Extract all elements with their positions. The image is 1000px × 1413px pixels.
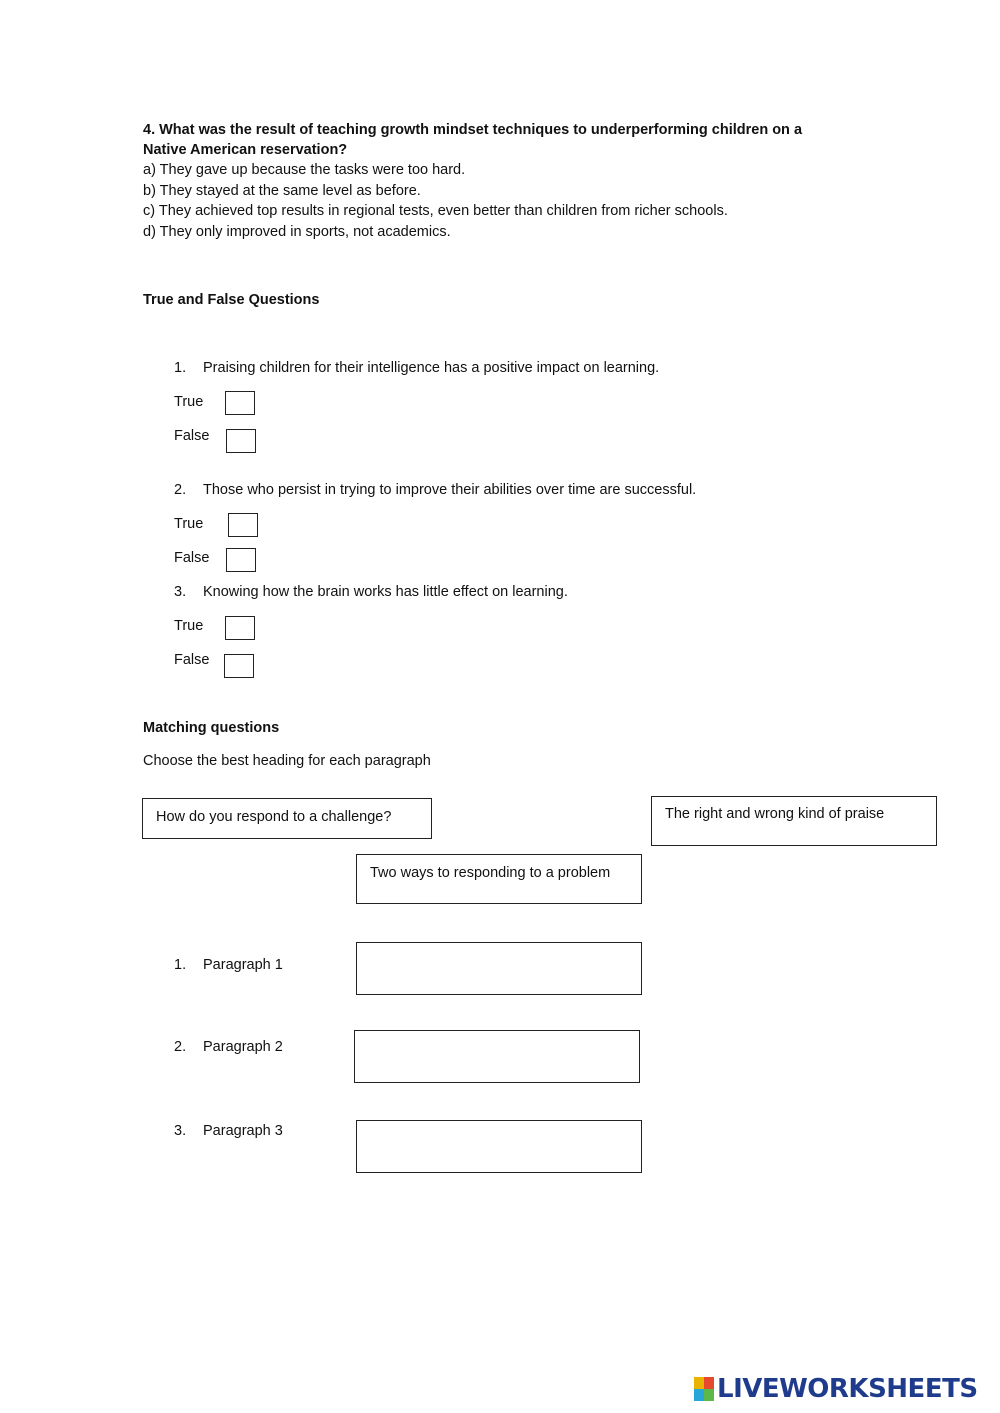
tf-q1-false-checkbox[interactable] (226, 429, 256, 453)
tf-q2-true-label: True (174, 516, 204, 532)
paragraph-1-answer-box[interactable] (356, 942, 642, 995)
heading-option-challenge[interactable]: How do you respond to a challenge? (142, 798, 432, 839)
tf-q2-false-checkbox[interactable] (226, 548, 256, 572)
true-false-heading: True and False Questions (143, 292, 320, 308)
paragraph-3-row (174, 1121, 283, 1141)
tf-q3-false-label: False (174, 652, 210, 668)
tf-question-2-number: 2. (174, 482, 187, 498)
tf-question-3-text: Knowing how the brain works has little effect on learning. (203, 584, 568, 600)
question-4-title-line-2: Native American reservation? (143, 142, 348, 158)
logo-tile-blue (694, 1389, 704, 1401)
matching-instruction: Choose the best heading for each paragraph (143, 753, 431, 769)
question-4-title-line-1: 4. What was the result of teaching growth mindset techniques to underperforming children on a (143, 122, 803, 138)
tf-q2-false-label: False (174, 550, 210, 566)
liveworksheets-logo-text: LIVEWORKSHEETS (717, 1374, 978, 1404)
paragraph-2-number: 2. (174, 1039, 187, 1055)
option-d: d) They only improved in sports, not academics. (143, 224, 451, 240)
logo-tile-yellow (694, 1377, 704, 1389)
tf-q3-false-checkbox[interactable] (224, 654, 254, 678)
paragraph-1-label: Paragraph 1 (203, 957, 283, 973)
paragraph-2-answer-box[interactable] (354, 1030, 640, 1083)
paragraph-1-row (174, 955, 283, 975)
matching-heading: Matching questions (143, 720, 280, 736)
option-c: c) They achieved top results in regional tests, even better than children from richer schools. (143, 203, 728, 219)
tf-q1-true-checkbox[interactable] (225, 391, 255, 415)
tf-q1-false-label: False (174, 428, 210, 444)
liveworksheets-logo[interactable] (694, 1374, 978, 1404)
tf-question-3-number: 3. (174, 584, 187, 600)
tf-question-3 (174, 582, 568, 602)
tf-question-1-number: 1. (174, 360, 187, 376)
tf-q3-true-checkbox[interactable] (225, 616, 255, 640)
tf-question-2 (174, 480, 696, 500)
heading-option-praise[interactable]: The right and wrong kind of praise (651, 796, 937, 846)
option-a: a) They gave up because the tasks were too hard. (143, 162, 466, 178)
tf-question-1-text: Praising children for their intelligence has a positive impact on learning. (203, 360, 660, 376)
tf-q1-true-label: True (174, 394, 204, 410)
paragraph-1-number: 1. (174, 957, 187, 973)
heading-option-problem[interactable]: Two ways to responding to a problem (356, 854, 642, 904)
tf-q2-true-checkbox[interactable] (228, 513, 258, 537)
tf-q3-true-label: True (174, 618, 204, 634)
logo-tile-red (704, 1377, 714, 1389)
paragraph-2-label: Paragraph 2 (203, 1039, 283, 1055)
paragraph-3-number: 3. (174, 1123, 187, 1139)
paragraph-3-label: Paragraph 3 (203, 1123, 283, 1139)
tf-question-2-text: Those who persist in trying to improve their abilities over time are successful. (203, 482, 697, 498)
liveworksheets-logo-icon (694, 1377, 714, 1401)
paragraph-2-row (174, 1037, 283, 1057)
option-b: b) They stayed at the same level as before. (143, 183, 421, 199)
tf-question-1 (174, 358, 659, 378)
paragraph-3-answer-box[interactable] (356, 1120, 642, 1173)
logo-tile-green (704, 1389, 714, 1401)
